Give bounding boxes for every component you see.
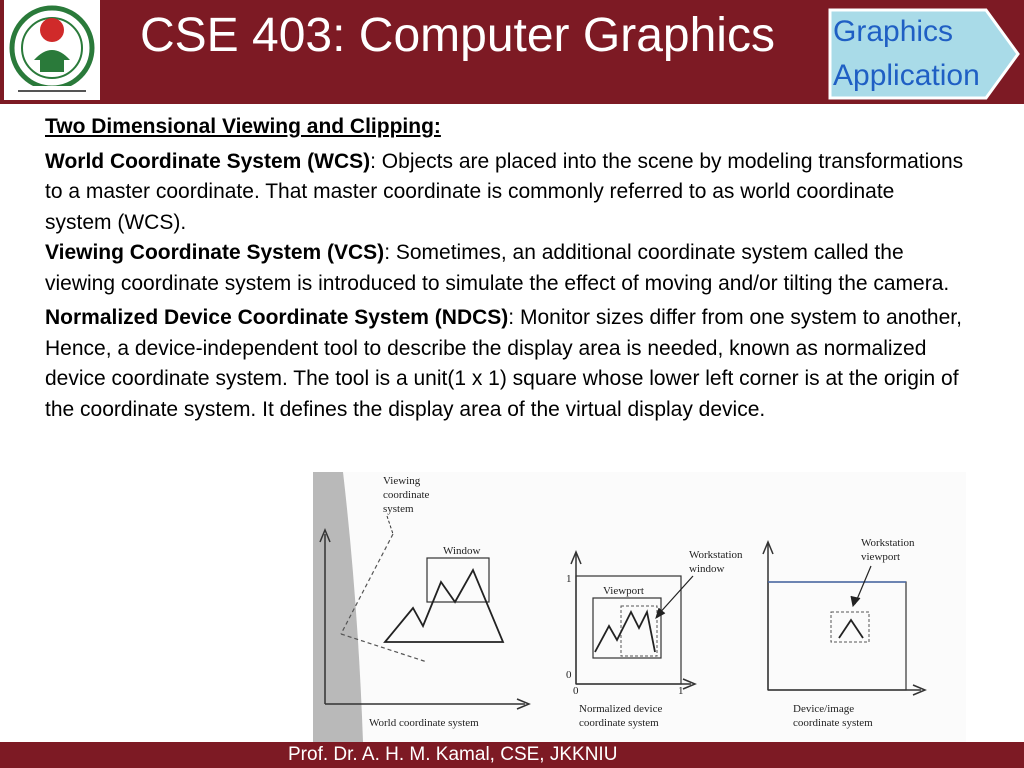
viewing-label-line2: coordinate — [383, 489, 430, 501]
text-vcs: : Sometimes, an additional coordinate system called the viewing coordinate system is introduced to simulate the effect of moving and/or tilting the camera. — [45, 241, 950, 295]
text-wcs: : Objects are placed into the scene by modeling transformations to a master coordinate. That master coordinate is commonly referred to as world coordinate system (WCS). — [45, 149, 964, 234]
ws-viewport-label-line2: viewport — [861, 551, 901, 563]
ndc-tick-0-x: 0 — [573, 685, 579, 697]
ndc-tick-1-y: 1 — [566, 573, 572, 585]
ndc-caption-line1: Normalized device — [579, 703, 663, 715]
term-ndcs: Normalized Device Coordinate System (NDCS) — [45, 306, 509, 329]
ndc-mountain-shape — [595, 612, 655, 652]
device-screen-rect — [768, 582, 906, 690]
university-logo — [4, 0, 100, 100]
slide-body — [45, 112, 965, 425]
device-panel — [763, 537, 925, 729]
viewing-label-line3: system — [383, 503, 414, 515]
ws-window-label-line1: Workstation — [689, 549, 743, 561]
ws-viewport-label-line1: Workstation — [861, 537, 915, 549]
window-label: Window — [443, 545, 481, 557]
viewing-label-line1: Viewing — [383, 475, 421, 487]
ws-window-label-line2: window — [689, 563, 725, 575]
paragraph-wcs — [45, 147, 965, 239]
footer-bar — [0, 742, 1024, 768]
ndc-tick-0-y: 0 — [566, 669, 572, 681]
ndc-panel — [566, 549, 743, 729]
device-caption-line1: Device/image — [793, 703, 855, 715]
world-caption: World coordinate system — [369, 717, 479, 729]
device-mountain-shape — [839, 620, 863, 638]
slide-title: CSE 403: Computer Graphics — [140, 9, 775, 62]
viewing-pipeline-figure — [313, 472, 966, 742]
viewport-label: Viewport — [603, 585, 644, 597]
title-bar — [0, 0, 1024, 104]
section-heading: Two Dimensional Viewing and Clipping: — [45, 115, 441, 138]
ndc-caption-line2: coordinate system — [579, 717, 659, 729]
term-vcs: Viewing Coordinate System (VCS) — [45, 241, 385, 264]
world-mountain-shape — [385, 570, 503, 642]
paragraph-vcs — [45, 238, 965, 299]
nav-button-label[interactable]: Graphics Application — [833, 15, 980, 92]
term-wcs: World Coordinate System (WCS) — [45, 149, 371, 173]
text-ndcs: : Monitor sizes differ from one system to another, Hence, a device-independent tool to describe the display area is needed, known as normalized device coordinate system. The tool is a unit(1 x 1) square whose lower left corner is at the origin of the coordinate system. It defines the display area of the virtual display device. — [45, 306, 962, 421]
footer-credit: Prof. Dr. A. H. M. Kamal, CSE, JKKNIU — [288, 744, 618, 765]
grey-margin-shape — [313, 472, 363, 742]
ndc-tick-1-x: 1 — [678, 685, 684, 697]
ws-window-pointer — [657, 576, 693, 616]
paragraph-ndcs — [45, 303, 965, 425]
device-caption-line2: coordinate system — [793, 717, 873, 729]
